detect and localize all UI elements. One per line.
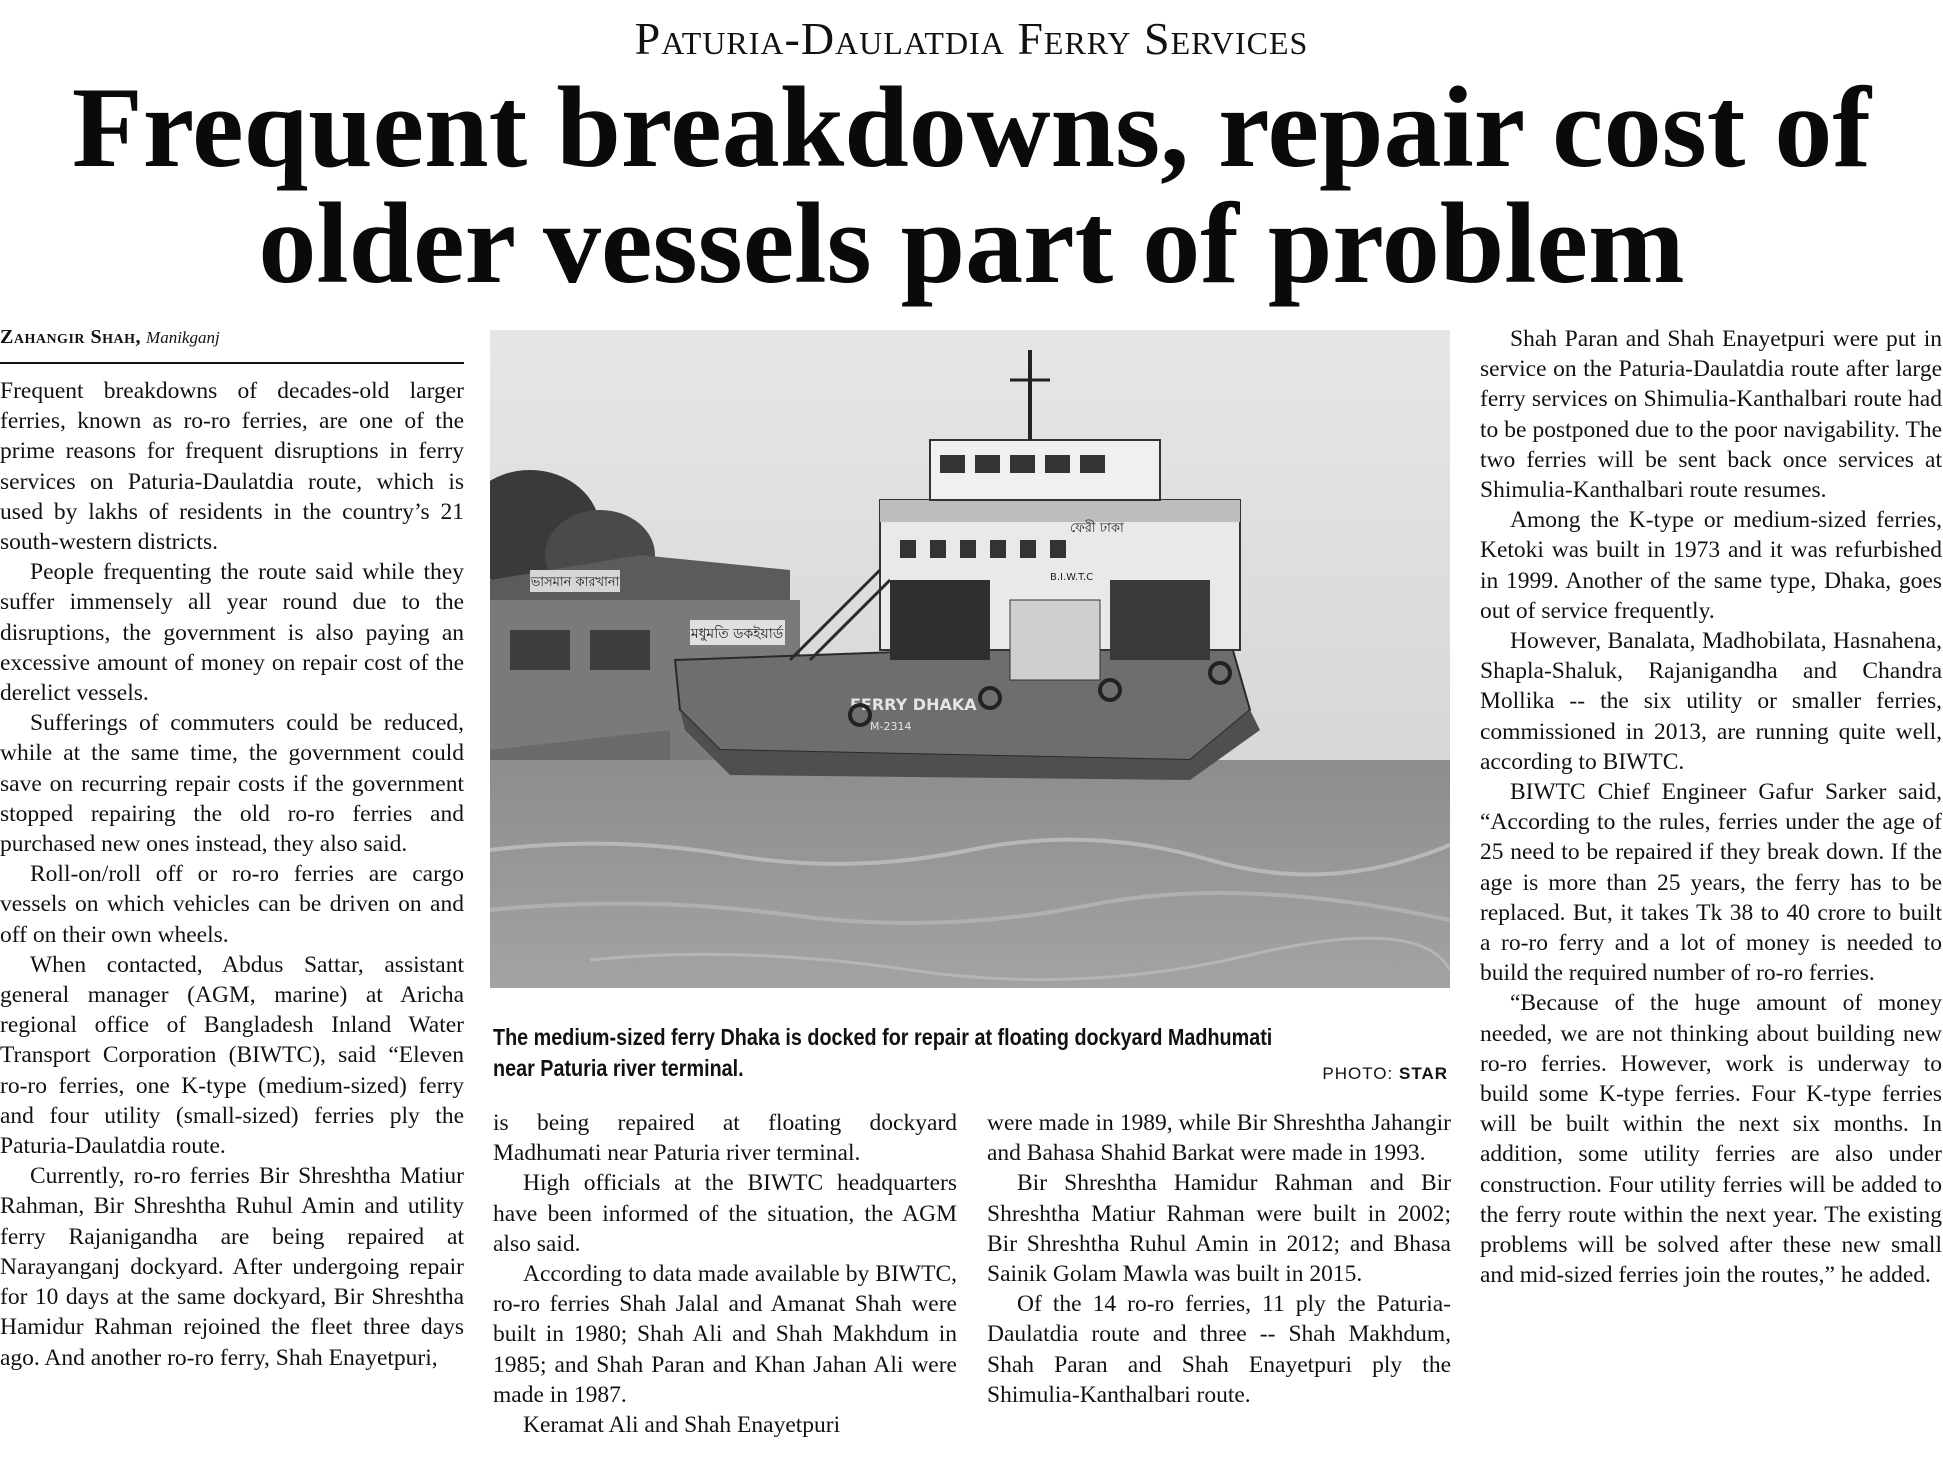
paragraph: When contacted, Abdus Sattar, assistant general manager (AGM, marine) at Aricha regional office of Bangladesh Inland Water Transport Corporation (BIWTC), said “Eleven ro-ro ferries, one K-type (medium-sized) ferry and four utility (small-sized) ferries ply the Paturia-Daulatdia route. — [0, 951, 464, 1160]
ship-sign-text: ফেরী ঢাকা — [1070, 521, 1124, 536]
byline-author: Zahangir Shah, — [0, 326, 142, 348]
ship-name-text: FERRY DHAKA — [850, 695, 977, 714]
photo-credit-label: PHOTO: — [1322, 1064, 1399, 1083]
paragraph: Frequent breakdowns of decades-old larger ferries, known as ro-ro ferries, are one of the prime reasons for frequent disruptions in ferry services on Paturia-Daulatdia route, which is used by lakhs of residents in the country’s 21 south-western districts. — [0, 378, 464, 556]
article-column-4 — [1480, 324, 1942, 1291]
paragraph: is being repaired at floating dockyard Madhumati near Paturia river terminal. — [493, 1110, 957, 1167]
paragraph: Shah Paran and Shah Enayetpuri were put in service on the Paturia-Daulatdia route after large ferry services on Shimulia-Kanthalbari route had to be postponed due to the poor navigability. The two ferries will be sent back once services at Shimulia-Kanthalbari route resumes. — [1480, 326, 1942, 504]
paragraph: Of the 14 ro-ro ferries, 11 ply the Paturia-Daulatdia route and three -- Shah Makhdum, Shah Paran and Shah Enayetpuri ply the Shimulia-Kanthalbari route. — [987, 1291, 1451, 1408]
article-column-3 — [987, 1108, 1451, 1410]
photo-caption: The medium-sized ferry Dhaka is docked for repair at floating dockyard Madhumati near Paturia river terminal. — [493, 1024, 1273, 1081]
paragraph: People frequenting the route said while they suffer immensely all year round due to the disruptions, the government is also paying an excessive amount of money on repair cost of the derelict vessels. — [0, 559, 464, 707]
building-sign-text: মধুমতি ডকইয়ার্ড — [690, 626, 784, 642]
article-column-2 — [493, 1108, 957, 1440]
paragraph: were made in 1989, while Bir Shreshtha Jahangir and Bahasa Shahid Barkat were made in 1993. — [987, 1110, 1451, 1167]
paragraph: “Because of the huge amount of money needed, we are not thinking about building new ro-ro ferries. However, work is underway to build some K-type ferries. Four K-type ferries will be built within the next six months. In addition, some utility ferries are also under construction. Four utility ferries will be added to the ferry route within the next year. The existing problems will be solved after these new small and mid-sized ferries join the routes,” he added. — [1480, 990, 1942, 1289]
paragraph: Currently, ro-ro ferries Bir Shreshtha Matiur Rahman, Bir Shreshtha Ruhul Amin and utility ferry Rajanigandha are being repaired at Narayanganj dockyard. After undergoing repair for 10 days at the same dockyard, Bir Shreshtha Hamidur Rahman rejoined the fleet three days ago. And another ro-ro ferry, Shah Enayetpuri, — [0, 1163, 464, 1371]
article-column-1 — [0, 376, 464, 1373]
paragraph: Roll-on/roll off or ro-ro ferries are cargo vessels on which vehicles can be driven on and off on their own wheels. — [0, 861, 464, 948]
paragraph: Bir Shreshtha Hamidur Rahman and Bir Shreshtha Matiur Rahman were built in 2002; Bir Shreshtha Ruhul Amin in 2012; and Bhasa Sainik Golam Mawla was built in 2015. — [987, 1170, 1451, 1288]
ferry-photo — [490, 330, 1450, 988]
paragraph: Keramat Ali and Shah Enayetpuri — [523, 1412, 841, 1439]
byline-location: Manikganj — [146, 328, 220, 347]
photo-credit — [1322, 1064, 1448, 1084]
ship-code-text: M-2314 — [870, 720, 912, 733]
paragraph: High officials at the BIWTC headquarters have been informed of the situation, the AGM also said. — [493, 1170, 957, 1257]
paragraph: BIWTC Chief Engineer Gafur Sarker said, “According to the rules, ferries under the age of 25 need to be repaired if they break down. If the age is more than 25 years, the ferry has to be replaced. But, it takes Tk 38 to 40 crore to built a ro-ro ferry and a lot of money is needed to build the required number of ro-ro ferries. — [1480, 779, 1942, 987]
ferry-photo-illustration — [490, 330, 1450, 988]
paragraph: According to data made available by BIWTC, ro-ro ferries Shah Jalal and Amanat Shah were built in 1980; Shah Ali and Shah Makhdum in 1985; and Shah Paran and Khan Jahan Ali were made in 1987. — [493, 1261, 957, 1408]
headline: Frequent breakdowns, repair cost of older vessels part of problem — [71, 64, 1872, 308]
photo-credit-source: STAR — [1398, 1064, 1448, 1083]
paragraph: Sufferings of commuters could be reduced, while at the same time, the government could save on recurring repair costs if the government stopped repairing the old ro-ro ferries and purchased new ones instead, they also said. — [0, 710, 464, 858]
ship-mark-text: B.I.W.T.C — [1050, 572, 1094, 583]
paragraph: However, Banalata, Madhobilata, Hasnahena, Shapla-Shaluk, Rajanigandha and Chandra Mollika -- the six utility or smaller ferries, commissioned in 2013, are running quite well, according to BIWTC. — [1480, 628, 1942, 775]
roof-sign-text: ভাসমান কারখানা — [530, 575, 620, 590]
paragraph: Among the K-type or medium-sized ferries, Ketoki was built in 1973 and it was refurbished in 1999. Another of the same type, Dhaka, goes out of service frequently. — [1480, 507, 1942, 624]
section-kicker: Paturia-Daulatdia Ferry Services — [634, 13, 1309, 64]
byline — [0, 326, 464, 364]
